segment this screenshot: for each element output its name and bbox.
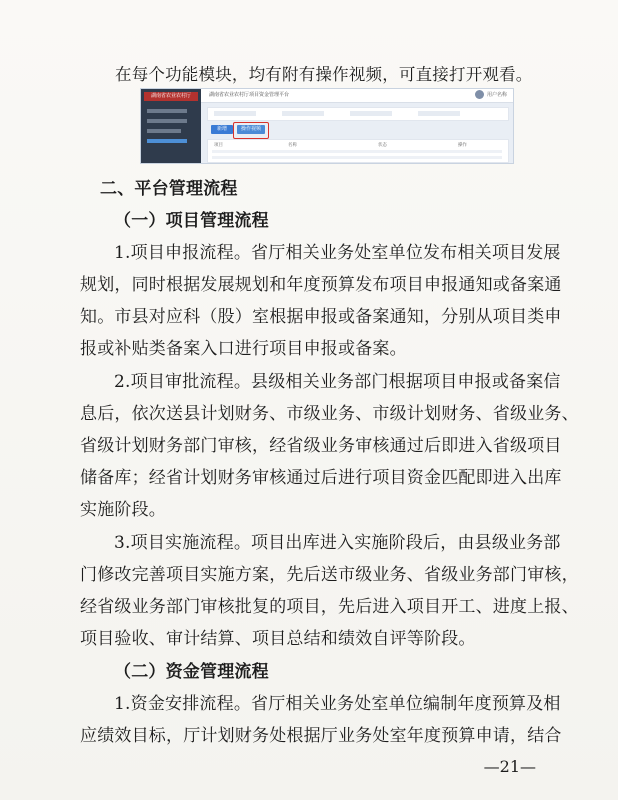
paragraph-line: 报或补贴类备案入口进行项目申报或备案。 [80, 339, 407, 359]
screenshot-header-title: 湖南省农业农村厅项目资金管理平台 [209, 92, 290, 98]
paragraph-line: 门修改完善项目实施方案，先后送市级业务、省级业务部门审核， [80, 565, 579, 585]
paragraph-line: 规划，同时根据发展规划和年度预算发布项目申报通知或备案通 [80, 275, 562, 295]
screenshot-user-name: 用户名称 [486, 92, 507, 98]
screenshot-user [475, 90, 507, 99]
paragraph-line: 3.项目实施流程。项目出库进入实施阶段后，由县级业务部 [114, 533, 561, 553]
paragraph-line: 息后，依次送县计划财务、市级业务、市级计划财务、省级业务、 [80, 404, 579, 424]
screenshot-nav-item [147, 109, 187, 113]
screenshot-nav-item [147, 119, 187, 123]
screenshot-sidebar [141, 89, 201, 163]
screenshot-filter-field [214, 111, 256, 116]
screenshot-logo: 湖南省农业农村厅 [144, 92, 198, 101]
screenshot-video-button: 操作视频 [237, 125, 265, 134]
screenshot-highlight-box [233, 122, 269, 139]
screenshot-nav-item-active [147, 139, 187, 143]
paragraph-line: 实施阶段。 [80, 500, 166, 520]
screenshot-header [201, 89, 513, 103]
screenshot-filter-field [350, 111, 392, 116]
screenshot-nav-item [147, 129, 181, 133]
paragraph-line: 1.资金安排流程。省厅相关业务处室单位编制年度预算及相 [114, 694, 561, 714]
screenshot-table-header: 项目 [214, 143, 223, 148]
screenshot-filter-field [418, 111, 460, 116]
paragraph-line: 省级计划财务部门审核，经省级业务审核通过后即进入省级项目 [80, 436, 562, 456]
paragraph-line: 2.项目审批流程。县级相关业务部门根据项目申报或备案信 [114, 372, 561, 392]
screenshot-add-button: 新增 [211, 125, 233, 134]
subsection-title-funds: （二）资金管理流程 [114, 662, 269, 682]
screenshot-table [207, 139, 509, 163]
paragraph-line: 经省级业务部门审核批复的项目，先后进入项目开工、进度上报、 [80, 597, 579, 617]
paragraph-line: 项目验收、审计结算、项目总结和绩效自评等阶段。 [80, 629, 476, 649]
paragraph-line: 1.项目申报流程。省厅相关业务处室单位发布相关项目发展 [114, 243, 561, 263]
avatar-icon [475, 90, 484, 99]
section-title: 二、平台管理流程 [100, 179, 238, 199]
screenshot-table-header: 名称 [288, 143, 297, 148]
intro-text: 在每个功能模块，均有附有操作视频，可直接打开观看。 [115, 65, 533, 84]
platform-screenshot [140, 88, 514, 164]
page-number: —21— [483, 757, 536, 776]
screenshot-table-header: 操作 [458, 143, 467, 148]
screenshot-table-row [212, 156, 502, 159]
paragraph-line: 应绩效目标，厅计划财务处根据厅业务处室年度预算申请，结合 [80, 726, 562, 746]
paragraph-line: 储备库；经省计划财务审核通过后进行项目资金匹配即进入出库 [80, 468, 562, 488]
subsection-title-project: （一）项目管理流程 [114, 211, 269, 231]
screenshot-filter-field [282, 111, 324, 116]
paragraph-line: 知。市县对应科（股）室根据申报或备案通知，分别从项目类申 [80, 307, 562, 327]
screenshot-table-header: 状态 [378, 143, 387, 148]
screenshot-filter-bar [207, 107, 509, 121]
screenshot-table-row [212, 150, 502, 153]
